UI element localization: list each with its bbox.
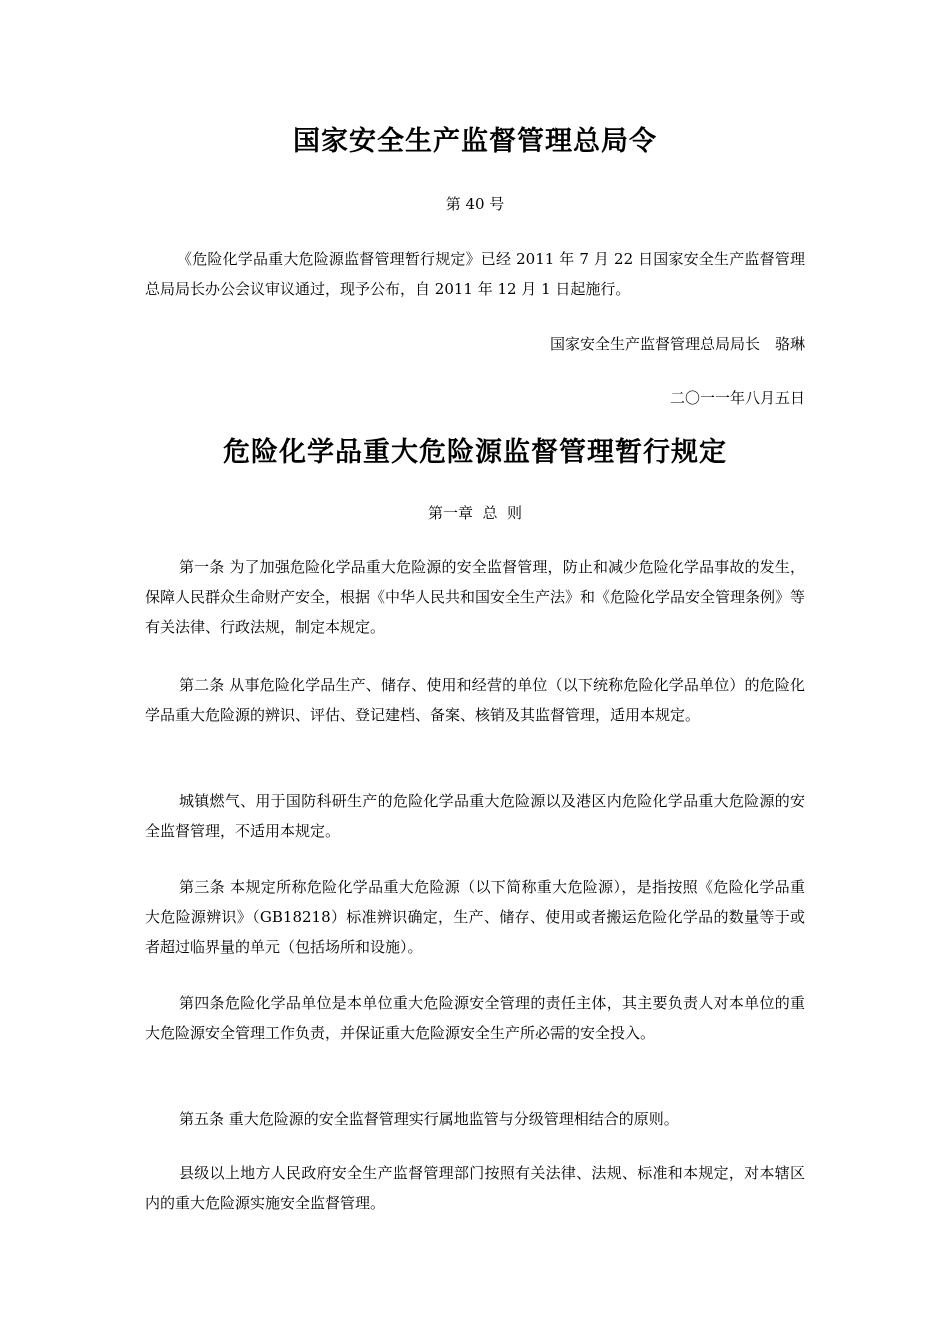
article-2: 第二条 从事危险化学品生产、储存、使用和经营的单位（以下统称危险化学品单位）的危险化学品重大危险源的辨识、评估、登记建档、备案、核销及其监督管理，适用本规定。 (145, 676, 805, 724)
regulation-title: 危险化学品重大危险源监督管理暂行规定 (223, 437, 727, 468)
order-intro-paragraph: 《危险化学品重大危险源监督管理暂行规定》已经 2011 年 7 月 22 日国家安全生产监督管理总局局长办公会议审议通过，现予公布，自 2011 年 12 月 1 日起施行。 (145, 250, 805, 298)
article-1: 第一条 为了加强危险化学品重大危险源的安全监督管理，防止和减少危险化学品事故的发生，保障人民群众生命财产安全，根据《中华人民共和国安全生产法》和《危险化学品安全管理条例》等有关法律、行政法规，制定本规定。 (145, 558, 806, 636)
order-date: 二〇一一年八月五日 (669, 389, 805, 407)
order-signature: 国家安全生产监督管理总局局长 骆琳 (549, 335, 805, 353)
chapter-heading: 第一章 总 则 (427, 504, 523, 522)
article-3: 第三条 本规定所称危险化学品重大危险源（以下简称重大危险源），是指按照《危险化学品重大危险源辨识》（GB18218）标准辨识确定，生产、储存、使用或者搬运危险化学品的数量等于或者超过临界量的单元（包括场所和设施）。 (145, 878, 805, 956)
article-4: 第四条危险化学品单位是本单位重大危险源安全管理的责任主体，其主要负责人对本单位的重大危险源安全管理工作负责，并保证重大危险源安全生产所必需的安全投入。 (145, 994, 805, 1042)
order-number: 第 40 号 (445, 195, 505, 213)
article-5-paragraph-2: 县级以上地方人民政府安全生产监督管理部门按照有关法律、法规、标准和本规定，对本辖区内的重大危险源实施安全监督管理。 (145, 1164, 805, 1212)
article-2-paragraph-2: 城镇燃气、用于国防科研生产的危险化学品重大危险源以及港区内危险化学品重大危险源的安全监督管理，不适用本规定。 (145, 792, 805, 840)
article-5: 第五条 重大危险源的安全监督管理实行属地监管与分级管理相结合的原则。 (179, 1110, 679, 1128)
order-title: 国家安全生产监督管理总局令 (293, 126, 657, 157)
